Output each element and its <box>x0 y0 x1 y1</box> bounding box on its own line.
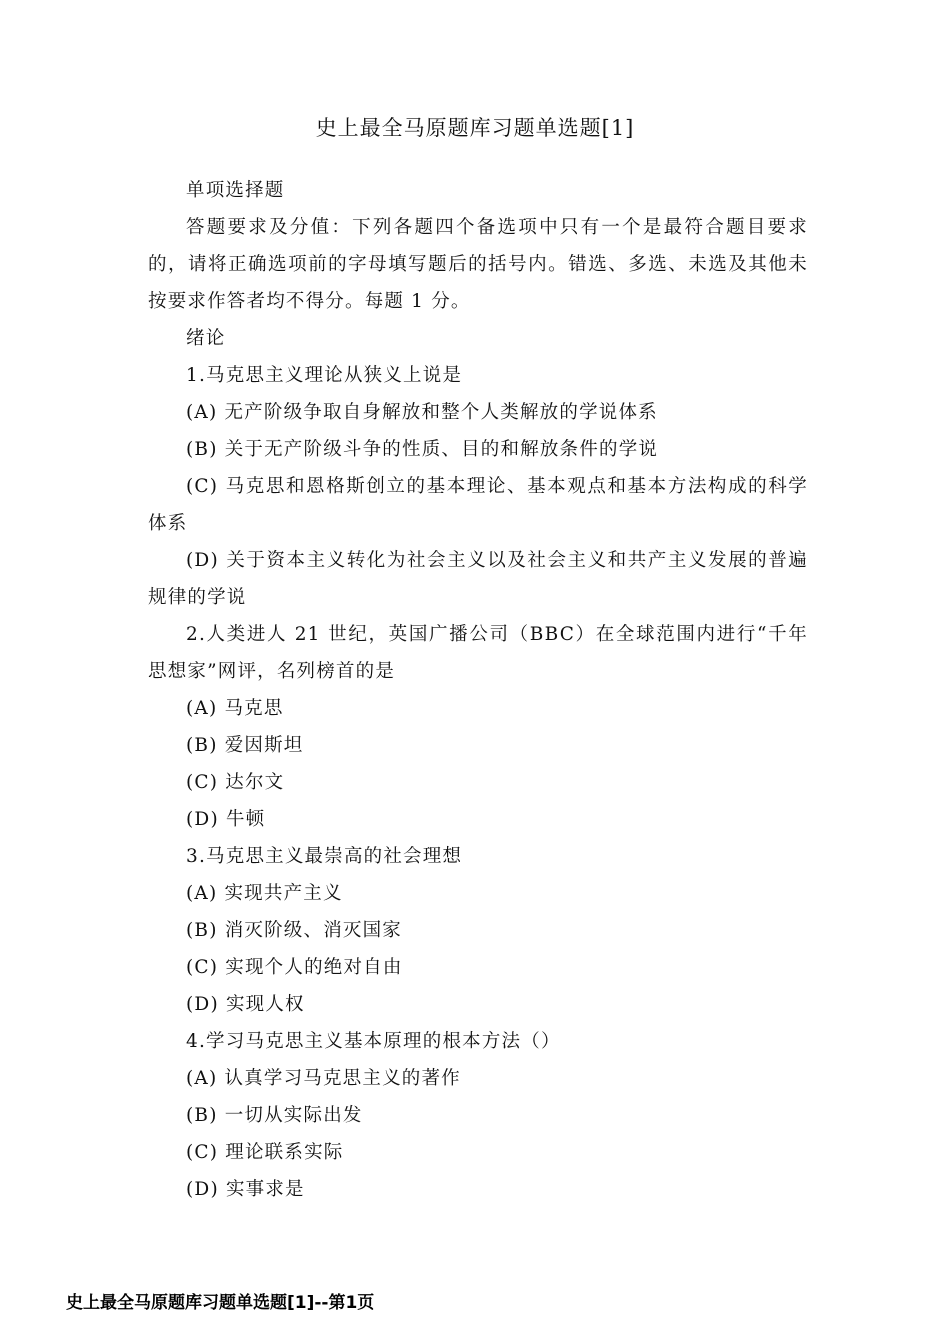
option-d: (D) 关于资本主义转化为社会主义以及社会主义和共产主义发展的普遍规律的学说 <box>148 550 808 608</box>
option-c: (C) 达尔文 <box>186 772 285 793</box>
document-body <box>148 172 808 1208</box>
question-4 <box>148 1023 808 1208</box>
option-d: (D) 实事求是 <box>186 1179 305 1200</box>
option-a: (A) 马克思 <box>186 698 284 719</box>
question-stem: 4.学习马克思主义基本原理的根本方法（） <box>186 1031 561 1052</box>
option-b: (B) 消灭阶级、消灭国家 <box>186 920 403 941</box>
option-d: (D) 牛顿 <box>186 809 266 830</box>
question-stem: 1.马克思主义理论从狭义上说是 <box>186 365 463 386</box>
section-heading: 单项选择题 <box>186 180 285 201</box>
option-b: (B) 爱因斯坦 <box>186 735 304 756</box>
option-c: (C) 理论联系实际 <box>186 1142 344 1163</box>
question-stem: 2.人类进人 21 世纪，英国广播公司（BBC）在全球范围内进行“千年思想家”网评，名列榜首的是 <box>148 624 808 682</box>
document-title: 史上最全马原题库习题单选题[1] <box>315 116 635 140</box>
question-2 <box>148 616 808 838</box>
option-d: (D) 实现人权 <box>186 994 305 1015</box>
option-b: (B) 一切从实际出发 <box>186 1105 363 1126</box>
page-footer: 史上最全马原题库习题单选题[1]--第1页 <box>66 1293 375 1313</box>
question-3 <box>148 838 808 1023</box>
option-a: (A) 实现共产主义 <box>186 883 343 904</box>
option-a: (A) 无产阶级争取自身解放和整个人类解放的学说体系 <box>186 402 658 423</box>
instructions-paragraph: 答题要求及分值：下列各题四个备选项中只有一个是最符合题目要求的，请将正确选项前的字母填写题后的括号内。错选、多选、未选及其他未按要求作答者均不得分。每题 1 分。 <box>148 217 808 312</box>
question-1 <box>148 357 808 616</box>
option-b: (B) 关于无产阶级斗争的性质、目的和解放条件的学说 <box>186 439 659 460</box>
option-c: (C) 实现个人的绝对自由 <box>186 957 403 978</box>
question-stem: 3.马克思主义最崇高的社会理想 <box>186 846 463 867</box>
option-c: (C) 马克思和恩格斯创立的基本理论、基本观点和基本方法构成的科学体系 <box>148 476 808 534</box>
chapter-heading: 绪论 <box>186 328 226 349</box>
option-a: (A) 认真学习马克思主义的著作 <box>186 1068 461 1089</box>
